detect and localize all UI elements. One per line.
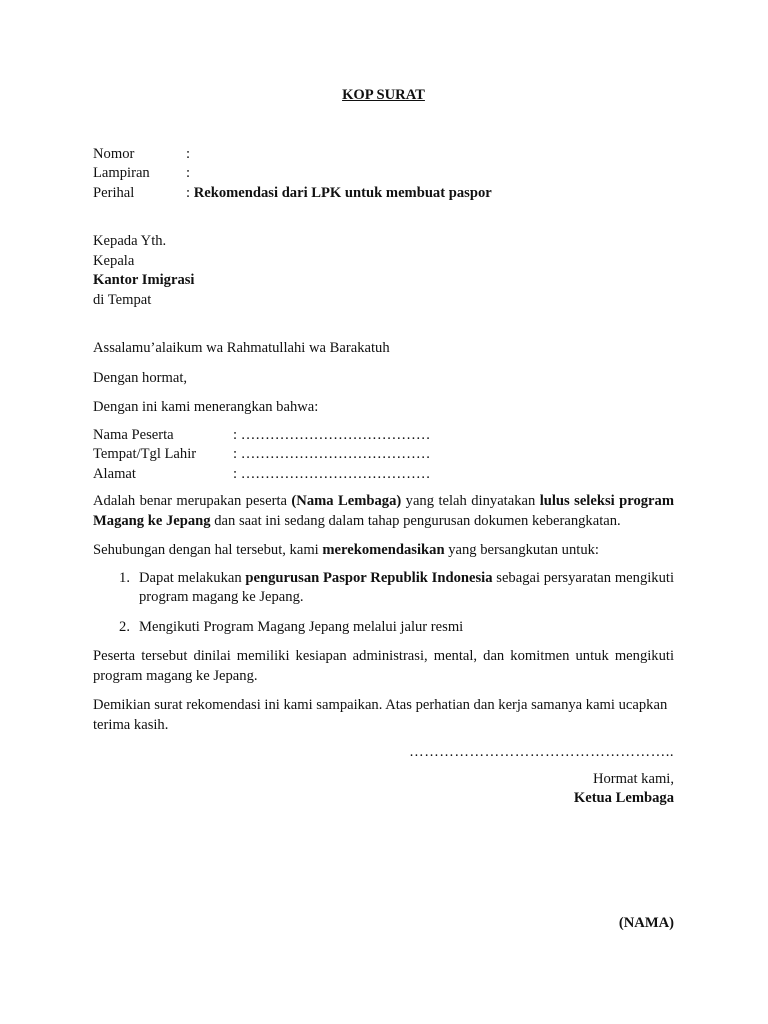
subject-text: Rekomendasi dari LPK untuk membuat paspor xyxy=(193,184,492,201)
field-label: Tempat/Tgl Lahir xyxy=(93,446,197,462)
recipient-line: Kepada Yth. xyxy=(93,233,167,249)
recipient-line: di Tempat xyxy=(93,291,152,308)
statement-paragraph xyxy=(93,492,674,531)
letterhead-title: KOP SURAT xyxy=(342,87,425,103)
list-text xyxy=(139,569,674,608)
signatory-name: (NAMA) xyxy=(618,915,674,931)
meta-label: Nomor xyxy=(93,145,135,162)
program-name: lulus seleksi program Magang ke Jepang xyxy=(93,493,674,529)
recommendation-intro xyxy=(93,541,674,561)
meta-colon: : xyxy=(186,184,191,201)
intro-text: Dengan ini kami menerangkan bahwa: xyxy=(93,399,319,415)
list-item xyxy=(93,618,674,638)
letter-page xyxy=(93,86,675,931)
text-run: Dapat melakukan xyxy=(139,569,246,586)
meta-value: : xyxy=(186,145,191,162)
assessment-paragraph: Peserta tersebut dinilai memiliki kesiapan administrasi, mental, dan komitmen untuk mengikuti program magang ke Jepang. xyxy=(93,648,674,684)
list-item xyxy=(93,569,674,608)
text-run: Mengikuti Program Magang Jepang melalui jalur resmi xyxy=(139,618,464,635)
text-run: Adalah benar merupakan peserta xyxy=(93,493,292,509)
meta-label: Lampiran xyxy=(93,165,150,181)
meta-label: Perihal xyxy=(93,184,135,201)
meta-row-nomor xyxy=(93,145,674,165)
text-run: dan saat ini sedang dalam tahap pengurusan dokumen keberangkatan. xyxy=(210,512,621,529)
recipient-block xyxy=(93,232,674,310)
list-text xyxy=(139,618,674,638)
field-row-ttl xyxy=(93,445,674,465)
list-number: 1. xyxy=(119,569,130,586)
participant-fields xyxy=(93,426,674,485)
field-value: : ………………………………… xyxy=(233,426,431,443)
meta-value xyxy=(186,184,492,204)
recommendation-list xyxy=(93,569,674,638)
opening-greeting: Assalamu’alaikum wa Rahmatullahi wa Barakatuh xyxy=(93,340,390,356)
field-value: : ………………………………… xyxy=(233,465,431,482)
recipient-line: Kepala xyxy=(93,252,135,269)
emphasis-text: merekomendasikan xyxy=(322,542,445,558)
signature-position: Ketua Lembaga xyxy=(573,790,674,806)
text-run: sebagai persyaratan mengikuti program magang ke Jepang. xyxy=(139,569,675,605)
field-row-nama xyxy=(93,426,674,446)
institution-name: (Nama Lembaga) xyxy=(291,493,402,509)
emphasis-text: pengurusan Paspor Republik Indonesia xyxy=(245,569,493,586)
field-value: : ………………………………… xyxy=(233,446,431,462)
field-label: Alamat xyxy=(93,465,136,482)
letter-meta xyxy=(93,145,674,204)
meta-row-perihal xyxy=(93,184,674,204)
field-label: Nama Peserta xyxy=(93,426,174,443)
recipient-office: Kantor Imigrasi xyxy=(93,272,195,288)
text-run: yang bersangkutan untuk: xyxy=(444,542,599,558)
closing-paragraph: Demikian surat rekomendasi ini kami sampaikan. Atas perhatian dan kerja samanya kami ucapkan terima kasih. xyxy=(93,697,668,733)
place-date-line: …………………………………………….. xyxy=(409,744,674,760)
signature-closing: Hormat kami, xyxy=(592,770,674,787)
meta-row-lampiran xyxy=(93,164,674,184)
meta-value: : xyxy=(186,165,191,181)
field-row-alamat xyxy=(93,465,674,485)
salutation: Dengan hormat, xyxy=(93,369,188,386)
text-run: Sehubungan dengan hal tersebut, kami xyxy=(93,542,323,558)
text-run: yang telah dinyatakan xyxy=(401,493,540,509)
list-number: 2. xyxy=(119,618,130,635)
